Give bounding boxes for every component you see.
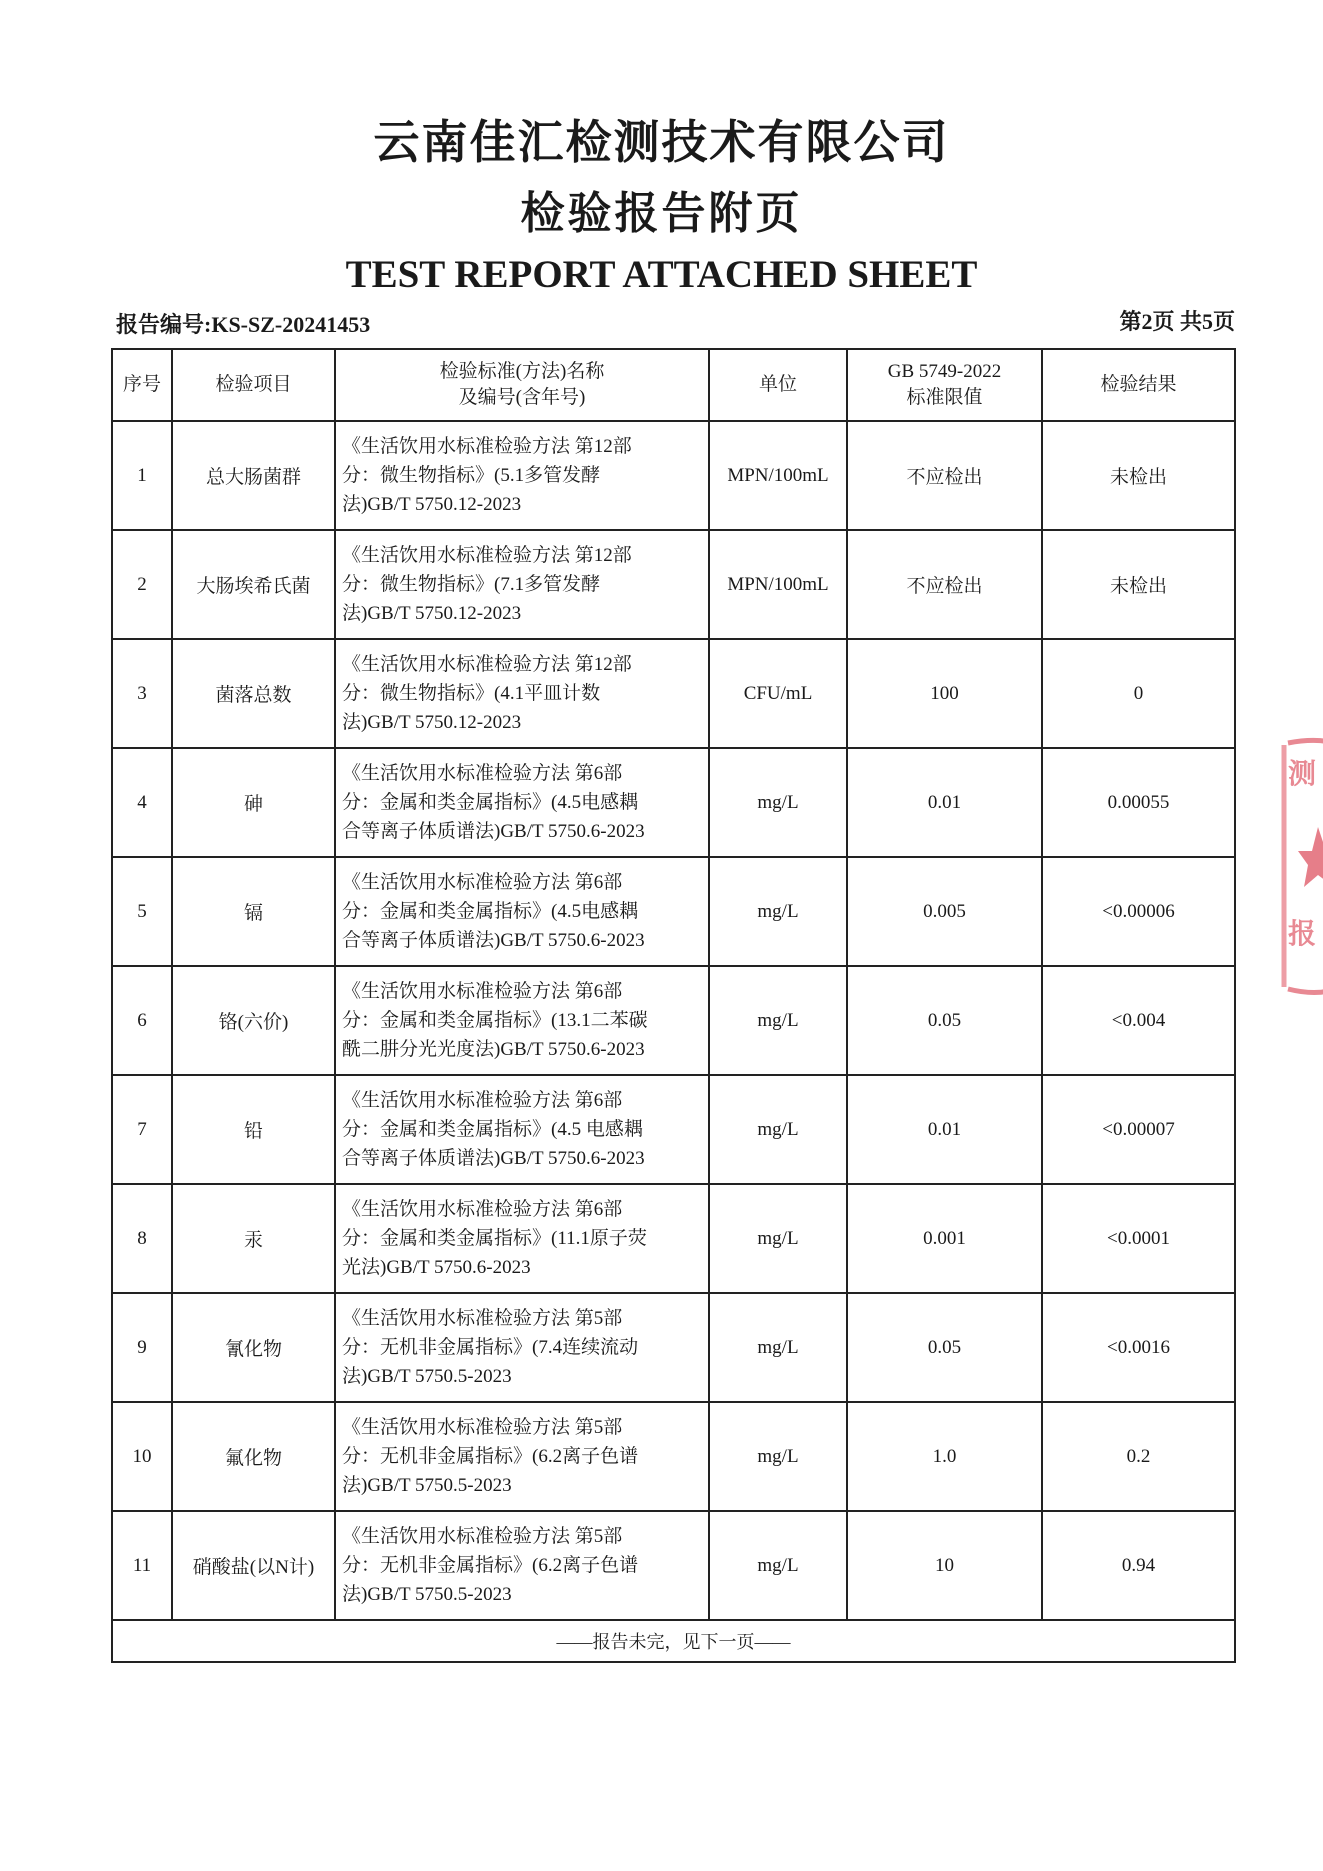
company-name: 云南佳汇检测技术有限公司 [373, 115, 950, 169]
cell-result: 0.94 [1042, 1511, 1235, 1620]
cell-limit: 不应检出 [847, 530, 1042, 639]
cell-method-line3: 光法)GB/T 5750.6-2023 [342, 1257, 531, 1278]
cell-method-line3: 合等离子体质谱法)GB/T 5750.6-2023 [342, 821, 645, 842]
cell-method-line3: 法)GB/T 5750.5-2023 [342, 1475, 512, 1496]
cell-seq: 2 [112, 530, 172, 639]
cell-result: 0.2 [1042, 1402, 1235, 1511]
cell-unit: mg/L [709, 966, 847, 1075]
cell-method-line1: 《生活饮用水标准检验方法 第5部 [342, 1526, 623, 1547]
cell-method-line2: 分：金属和类金属指标》(4.5电感耦 [342, 792, 639, 813]
cell-limit: 0.005 [847, 857, 1042, 966]
cell-method [335, 857, 709, 966]
cell-item: 氰化物 [172, 1293, 335, 1402]
cell-unit: CFU/mL [709, 639, 847, 748]
cell-seq: 3 [112, 639, 172, 748]
table-row [112, 1075, 1235, 1184]
cell-method-line2: 分：无机非金属指标》(7.4连续流动 [342, 1337, 639, 1358]
cell-method-line1: 《生活饮用水标准检验方法 第5部 [342, 1417, 623, 1438]
cell-method-line2: 分：金属和类金属指标》(4.5电感耦 [342, 901, 639, 922]
cell-seq: 1 [112, 421, 172, 530]
cell-method-line3: 法)GB/T 5750.12-2023 [342, 494, 522, 515]
cell-item: 总大肠菌群 [172, 421, 335, 530]
cell-item: 硝酸盐(以N计) [172, 1511, 335, 1620]
cell-seq: 5 [112, 857, 172, 966]
cell-result: 未检出 [1042, 530, 1235, 639]
col-header-limit [847, 349, 1042, 421]
cell-limit: 0.01 [847, 748, 1042, 857]
cell-method-line1: 《生活饮用水标准检验方法 第12部 [342, 654, 632, 675]
col-header-unit: 单位 [709, 349, 847, 421]
cell-method-line1: 《生活饮用水标准检验方法 第6部 [342, 763, 623, 784]
cell-method [335, 639, 709, 748]
cell-method-line1: 《生活饮用水标准检验方法 第6部 [342, 1199, 623, 1220]
sheet-title-cn: 检验报告附页 [520, 188, 803, 239]
cell-limit: 0.01 [847, 1075, 1042, 1184]
cell-result: 0 [1042, 639, 1235, 748]
col-header-limit-line2: 标准限值 [906, 387, 983, 408]
cell-seq: 8 [112, 1184, 172, 1293]
cell-limit: 1.0 [847, 1402, 1042, 1511]
col-header-item: 检验项目 [172, 349, 335, 421]
cell-method-line3: 法)GB/T 5750.5-2023 [342, 1366, 512, 1387]
cell-method [335, 421, 709, 530]
table-row [112, 639, 1235, 748]
cell-item: 大肠埃希氏菌 [172, 530, 335, 639]
cell-limit: 100 [847, 639, 1042, 748]
cell-seq: 10 [112, 1402, 172, 1511]
cell-method-line1: 《生活饮用水标准检验方法 第6部 [342, 1090, 623, 1111]
cell-method-line2: 分：金属和类金属指标》(11.1原子荧 [342, 1228, 647, 1249]
cell-seq: 7 [112, 1075, 172, 1184]
cell-limit: 10 [847, 1511, 1042, 1620]
cell-item: 铅 [172, 1075, 335, 1184]
cell-method [335, 530, 709, 639]
cell-unit: mg/L [709, 1075, 847, 1184]
seal-char-top: 测 [1288, 757, 1317, 790]
cell-method-line2: 分：微生物指标》(5.1多管发酵 [342, 465, 601, 486]
cell-method [335, 1511, 709, 1620]
cell-method-line3: 酰二肼分光光度法)GB/T 5750.6-2023 [342, 1039, 645, 1060]
table-row [112, 1184, 1235, 1293]
table-row [112, 421, 1235, 530]
cell-method [335, 1402, 709, 1511]
cell-unit: mg/L [709, 748, 847, 857]
cell-limit: 0.05 [847, 966, 1042, 1075]
col-header-seq: 序号 [112, 349, 172, 421]
table-row [112, 1402, 1235, 1511]
cell-unit: mg/L [709, 1402, 847, 1511]
cell-method-line1: 《生活饮用水标准检验方法 第12部 [342, 545, 632, 566]
cell-result: 未检出 [1042, 421, 1235, 530]
cell-unit: mg/L [709, 857, 847, 966]
cell-method [335, 966, 709, 1075]
cell-item: 汞 [172, 1184, 335, 1293]
cell-method-line3: 法)GB/T 5750.12-2023 [342, 603, 522, 624]
cell-unit: mg/L [709, 1293, 847, 1402]
cell-method-line3: 合等离子体质谱法)GB/T 5750.6-2023 [342, 1148, 645, 1169]
cell-unit: mg/L [709, 1184, 847, 1293]
cell-limit: 0.05 [847, 1293, 1042, 1402]
cell-unit: mg/L [709, 1511, 847, 1620]
col-header-method-line2: 及编号(含年号) [458, 387, 586, 408]
cell-unit: MPN/100mL [709, 530, 847, 639]
cell-seq: 4 [112, 748, 172, 857]
cell-method-line2: 分：金属和类金属指标》(13.1二苯碳 [342, 1010, 648, 1031]
cell-method-line3: 法)GB/T 5750.5-2023 [342, 1584, 512, 1605]
table-row [112, 966, 1235, 1075]
cell-item: 菌落总数 [172, 639, 335, 748]
cell-seq: 6 [112, 966, 172, 1075]
col-header-limit-line1: GB 5749-2022 [887, 361, 1002, 382]
table-row [112, 1511, 1235, 1620]
cell-item: 镉 [172, 857, 335, 966]
table-row [112, 530, 1235, 639]
cell-unit: MPN/100mL [709, 421, 847, 530]
sheet-title-en: TEST REPORT ATTACHED SHEET [345, 253, 978, 296]
cell-method-line2: 分：微生物指标》(4.1平皿计数 [342, 683, 601, 704]
cell-result: <0.00007 [1042, 1075, 1235, 1184]
cell-method-line1: 《生活饮用水标准检验方法 第6部 [342, 872, 623, 893]
report-number: 报告编号:KS-SZ-20241453 [116, 312, 371, 337]
col-header-method-line1: 检验标准(方法)名称 [439, 361, 605, 382]
cell-method-line2: 分：金属和类金属指标》(4.5 电感耦 [342, 1119, 643, 1140]
test-results-table [111, 348, 1236, 1663]
table-row [112, 1293, 1235, 1402]
cell-method-line2: 分：微生物指标》(7.1多管发酵 [342, 574, 601, 595]
cell-method-line1: 《生活饮用水标准检验方法 第6部 [342, 981, 623, 1002]
table-row [112, 748, 1235, 857]
cell-item: 砷 [172, 748, 335, 857]
cell-item: 铬(六价) [172, 966, 335, 1075]
cell-limit: 0.001 [847, 1184, 1042, 1293]
seal-char-bottom: 报 [1288, 917, 1317, 950]
cell-result: <0.0001 [1042, 1184, 1235, 1293]
cell-method [335, 748, 709, 857]
table-row [112, 857, 1235, 966]
cell-method [335, 1184, 709, 1293]
cell-method-line1: 《生活饮用水标准检验方法 第12部 [342, 436, 632, 457]
cell-method [335, 1075, 709, 1184]
cell-method-line2: 分：无机非金属指标》(6.2离子色谱 [342, 1555, 639, 1576]
cell-result: <0.0016 [1042, 1293, 1235, 1402]
table-header-row [112, 349, 1235, 421]
col-header-result: 检验结果 [1042, 349, 1235, 421]
col-header-method [335, 349, 709, 421]
cell-method-line3: 合等离子体质谱法)GB/T 5750.6-2023 [342, 930, 645, 951]
cell-result: <0.00006 [1042, 857, 1235, 966]
cell-method-line3: 法)GB/T 5750.12-2023 [342, 712, 522, 733]
cell-method-line2: 分：无机非金属指标》(6.2离子色谱 [342, 1446, 639, 1467]
cell-limit: 不应检出 [847, 421, 1042, 530]
cell-seq: 9 [112, 1293, 172, 1402]
page-indicator: 第2页 共5页 [1119, 309, 1235, 334]
table-footer-row [112, 1620, 1235, 1662]
continuation-note: ——报告未完，见下一页—— [112, 1620, 1235, 1662]
cell-method [335, 1293, 709, 1402]
cell-result: 0.00055 [1042, 748, 1235, 857]
cell-method-line1: 《生活饮用水标准检验方法 第5部 [342, 1308, 623, 1329]
cell-result: <0.004 [1042, 966, 1235, 1075]
cell-seq: 11 [112, 1511, 172, 1620]
cell-item: 氟化物 [172, 1402, 335, 1511]
